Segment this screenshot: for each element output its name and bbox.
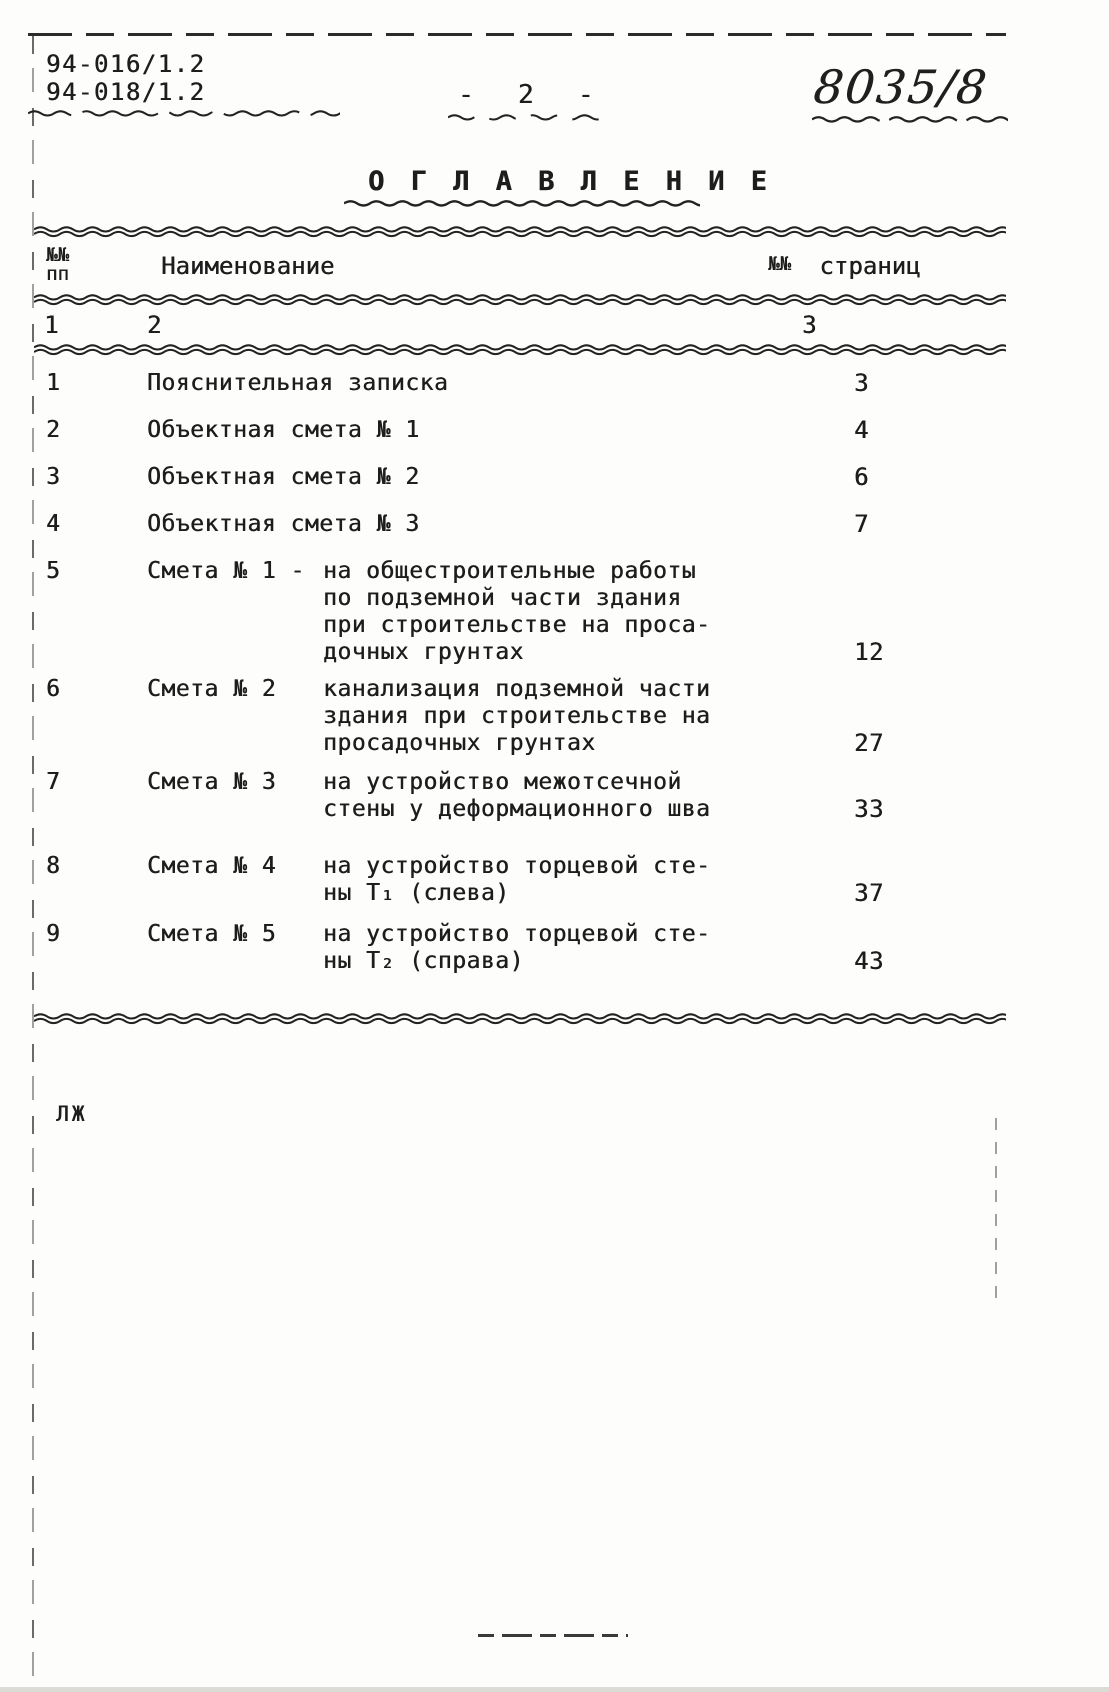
row-title: Объектная смета № 1 [147, 417, 420, 443]
bottom-dashed-line [478, 1634, 628, 1637]
pages-no-sign: №№ [768, 253, 791, 275]
toc-row-3 [34, 464, 1006, 491]
title-underline [344, 200, 700, 208]
row-description [323, 921, 854, 975]
toc-row-2 [34, 417, 1006, 444]
row-title: Пояснительная записка [147, 370, 449, 396]
column-header-number [34, 246, 147, 284]
column-header-pages [768, 246, 1006, 284]
row-page: 37 [854, 879, 884, 907]
stamp-underline [812, 116, 1008, 124]
row-number: 1 [46, 370, 61, 396]
row-title: Смета № 2 [147, 676, 277, 702]
col1-line2: пп [46, 263, 69, 285]
index-col-2: 2 [147, 311, 162, 339]
row-title: Объектная смета № 2 [147, 464, 420, 490]
row-number: 6 [46, 676, 61, 702]
row-page: 27 [854, 729, 884, 757]
document-numbers [46, 50, 206, 106]
row-page: 33 [854, 795, 884, 823]
row-title: Смета № 1 - [147, 558, 305, 584]
wavy-rule-top [34, 226, 1006, 238]
toc-rows [34, 356, 1006, 975]
description-line: на устройство торцевой сте- [323, 853, 711, 879]
row-page: 6 [854, 463, 869, 491]
page-number: - 2 - [458, 80, 608, 110]
executor-initials: ЛЖ [56, 1102, 88, 1126]
index-col-1: 1 [44, 311, 59, 339]
description-line: стены у деформационного шва [323, 796, 711, 822]
description-line: на устройство торцевой сте- [323, 921, 711, 947]
row-number: 8 [46, 853, 61, 879]
wavy-rule-bottom [34, 1013, 1006, 1025]
column-header-name: Наименование [161, 252, 335, 280]
row-title: Смета № 5 [147, 921, 277, 947]
table-header-row [34, 238, 1006, 294]
row-title: Объектная смета № 3 [147, 511, 420, 537]
description-line: при строительстве на проса- [323, 612, 711, 638]
page-number-underline [448, 114, 610, 122]
row-description [323, 558, 854, 666]
pages-word: страниц [819, 252, 921, 280]
description-line: канализация подземной части [323, 676, 711, 702]
description-line: здания при строительстве на [323, 703, 711, 729]
col1-line1: №№ [46, 244, 69, 266]
description-line: ны Т₁ (слева) [323, 880, 510, 906]
row-number: 3 [46, 464, 61, 490]
toc-row-8 [34, 853, 1006, 907]
wavy-rule-under-header [34, 294, 1006, 306]
wavy-rule-under-index [34, 344, 1006, 356]
scan-edge-strip [0, 1687, 1109, 1692]
row-title: Смета № 4 [147, 853, 277, 879]
row-number: 7 [46, 769, 61, 795]
document-number-2: 94-018/1.2 [46, 78, 206, 106]
row-page: 7 [854, 510, 869, 538]
description-line: на общестроительные работы [323, 558, 697, 584]
toc-row-1 [34, 370, 1006, 397]
row-description [323, 853, 854, 907]
handwritten-stamp-number: 8035/8 [811, 60, 991, 114]
toc-row-6 [34, 676, 1006, 757]
row-description [323, 676, 854, 757]
toc-row-5 [34, 558, 1006, 666]
description-line: по подземной части здания [323, 585, 682, 611]
row-number: 2 [46, 417, 61, 443]
toc-row-7 [34, 769, 1006, 823]
description-line: просадочных грунтах [323, 730, 596, 756]
row-page: 4 [854, 416, 869, 444]
doc-numbers-underline [28, 110, 340, 118]
toc-row-4 [34, 511, 1006, 538]
index-col-3: 3 [802, 311, 817, 339]
top-dashed-line [28, 33, 1006, 36]
row-description [323, 769, 854, 823]
description-line: дочных грунтах [323, 639, 524, 665]
description-line: ны Т₂ (справа) [323, 948, 524, 974]
document-number-1: 94-016/1.2 [46, 50, 206, 78]
right-margin-dashed-line [995, 1118, 997, 1298]
table-of-contents [34, 226, 1006, 1025]
row-title: Смета № 3 [147, 769, 277, 795]
row-page: 3 [854, 369, 869, 397]
row-page: 12 [854, 638, 884, 666]
row-number: 4 [46, 511, 61, 537]
document-title: О Г Л А В Л Е Н И Е [368, 166, 772, 197]
toc-row-9 [34, 921, 1006, 975]
row-number: 9 [46, 921, 61, 947]
row-page: 43 [854, 947, 884, 975]
description-line: на устройство межотсечной [323, 769, 682, 795]
column-index-row [34, 306, 1006, 344]
row-number: 5 [46, 558, 61, 584]
